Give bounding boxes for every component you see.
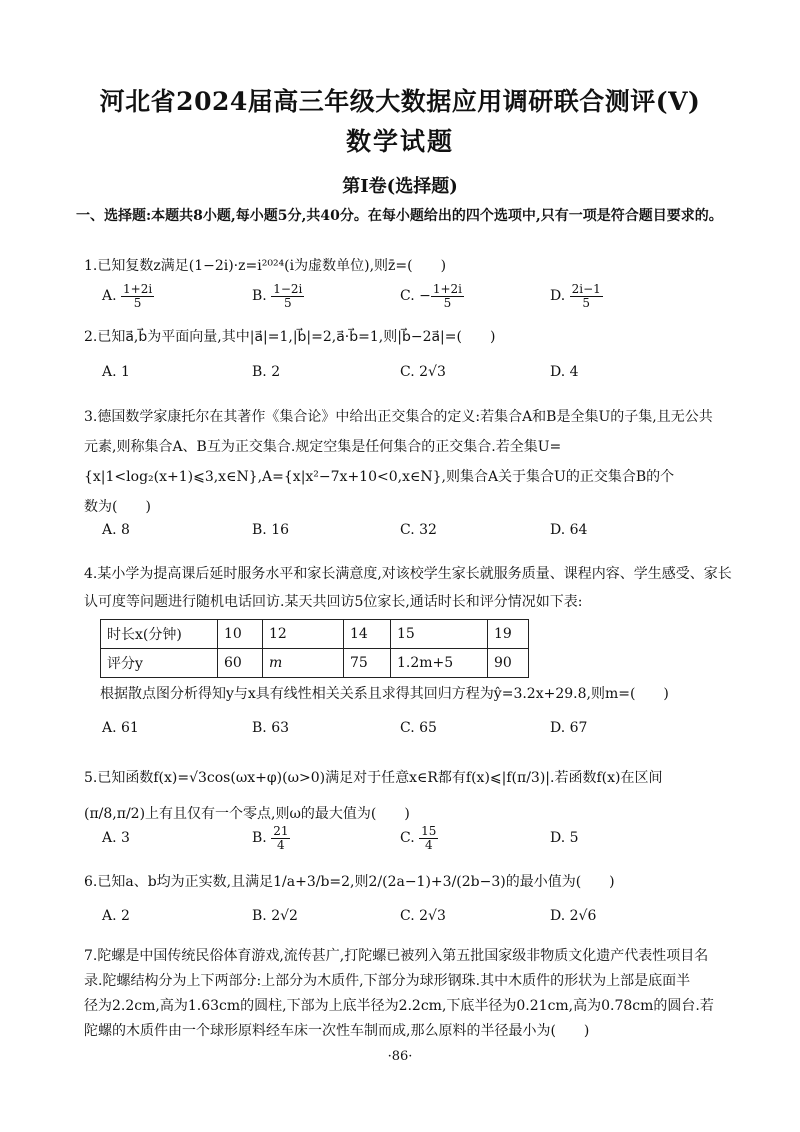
option-b: B. $\frac{1-2i}{5}$ [252,281,303,310]
option-a: A. 2 [102,908,130,924]
question-7 [84,944,734,1044]
option-d: D. 4 [550,364,579,380]
exam-title: 河北省2024届高三年级大数据应用调研联合测评(V) [99,87,701,116]
option-d: D. 67 [550,720,588,736]
question-1-options [102,282,722,310]
option-c: C. 2√3 [400,364,446,380]
option-c: C. 32 [400,522,437,538]
option-c: C. $\frac{15}{4}$ [400,823,437,852]
option-c: C. 65 [400,720,437,736]
option-a: A. $\frac{1+2i}{5}$ [102,281,153,310]
option-b: B. 2√2 [252,908,298,924]
option-a: A. 1 [102,364,130,380]
question-3 [84,402,734,522]
table-cell: 评分y [101,649,218,678]
question-text-line: 7.陀螺是中国传统民俗体育游戏,流传甚广,打陀螺已被列入第五批国家级非物质文化遗产代表性项目名 [84,948,709,964]
question-text: 6.已知a、b均为正实数,且满足1/a+3/b=2,则2/(2a−1)+3/(2b−3)的最小值为( ) [84,874,615,890]
question-text-line: 陀螺的木质件由一个球形原料经车床一次性车制而成,那么原料的半径最小为( ) [84,1023,590,1039]
question-3-options [102,516,722,544]
question-4-options [102,714,722,742]
option-d: D. 2√6 [550,908,597,924]
option-d: D. 64 [550,522,588,538]
table-cell: 10 [218,620,263,649]
question-text-line: 元素,则称集合A、B互为正交集合.规定空集是任何集合的正交集合.若全集U= [84,439,562,455]
question-text-line: 录.陀螺结构分为上下两部分:上部分为木质件,下部分为球形钢珠.其中木质件的形状为上部是底面半 [84,973,691,989]
question-text-line: {x|1<log₂(x+1)⩽3,x∈N},A={x|x²−7x+10<0,x∈N},则集合A关于集合U的正交集合B的个 [84,469,675,485]
option-d: D. 5 [550,830,579,846]
option-b: B. 2 [252,364,281,380]
question-5-options [102,824,722,852]
question-text: 1.已知复数z满足(1−2i)·z=i²⁰²⁴(i为虚数单位),则z̄=( ) [84,258,447,274]
option-a: A. 61 [102,720,139,736]
question-text-line: 3.德国数学家康托尔在其著作《集合论》中给出正交集合的定义:若集合A和B是全集U的子集,且无公共 [84,409,713,425]
table-row [101,649,529,678]
table-row [101,620,529,649]
question-text-line: 数为( ) [84,499,151,515]
table-cell: 19 [488,620,529,649]
question-text: 2.已知a⃗,b⃗为平面向量,其中|a⃗|=1,|b⃗|=2,a⃗·b⃗=1,则|b⃗−2a⃗|=( ) [84,329,496,345]
section-title: 第I卷(选择题) [342,176,458,197]
option-b: B. $\frac{21}{4}$ [252,823,289,852]
question-2-options [102,358,722,386]
page-number: ·86· [387,1049,413,1064]
exam-subject: 数学试题 [345,127,454,156]
table-cell: 60 [218,649,263,678]
question-4-stem [100,680,750,708]
question-5 [84,760,734,832]
option-c: C. − $\frac{1+2i}{5}$ [400,281,463,310]
question-text-line: 认可度等问题进行随机电话回访.某天共回访5位家长,通话时长和评分情况如下表: [84,594,583,610]
option-b: B. 63 [252,720,290,736]
question-text-line: 4.某小学为提高课后延时服务水平和家长满意度,对该校学生家长就服务质量、课程内容、学生感受、家长 [84,566,732,582]
question-text-line: 根据散点图分析得知y与x具有线性相关关系且求得其回归方程为ŷ=3.2x+29.8,则m=( ) [100,686,669,702]
table-cell: 15 [391,620,488,649]
option-b: B. 16 [252,522,290,538]
question-6 [84,868,734,896]
table-cell: 1.2m+5 [391,649,488,678]
table-cell: 时长x(分钟) [101,620,218,649]
question-4 [84,560,734,616]
data-table [100,619,529,678]
question-2 [84,323,734,351]
table-cell: 90 [488,649,529,678]
option-a: A. 8 [102,522,130,538]
option-a: A. 3 [102,830,130,846]
question-text-line: 径为2.2cm,高为1.63cm的圆柱,下部为上底半径为2.2cm,下底半径为0.21cm,高为0.78cm的圆台.若 [84,998,714,1014]
option-c: C. 2√3 [400,908,446,924]
question-6-options [102,902,722,930]
section-instructions: 一、选择题:本题共8小题,每小题5分,共40分。在每小题给出的四个选项中,只有一项是符合题目要求的。 [76,208,723,224]
question-text-line: 5.已知函数f(x)=√3cos(ωx+φ)(ω>0)满足对于任意x∈R都有f(x)⩽|f(π/3)|.若函数f(x)在区间 [84,770,663,786]
option-d: D. $\frac{2i-1}{5}$ [550,281,601,310]
table-cell: 12 [263,620,344,649]
question-1 [84,252,734,280]
question-text-line: (π/8,π/2)上有且仅有一个零点,则ω的最大值为( ) [84,806,410,822]
table-cell: m [263,649,344,678]
table-cell: 75 [344,649,391,678]
table-cell: 14 [344,620,391,649]
